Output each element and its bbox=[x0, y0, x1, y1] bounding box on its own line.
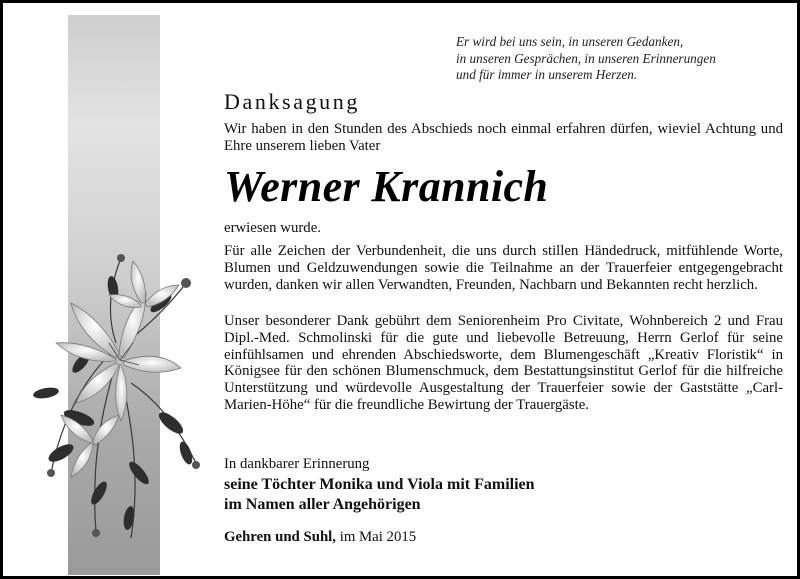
place-location: Gehren und Suhl, bbox=[224, 529, 336, 545]
quote-line: in unseren Gesprächen, in unseren Erinnerungen bbox=[456, 50, 716, 66]
family-line-1: seine Töchter Monika und Viola mit Familien bbox=[224, 476, 535, 493]
page-title: Danksagung bbox=[224, 89, 360, 114]
family-signature bbox=[224, 475, 535, 515]
place-date: im Mai 2015 bbox=[339, 529, 417, 545]
lily-bouquet-image bbox=[21, 243, 221, 543]
quote-line: Er wird bei uns sein, in unseren Gedanken, bbox=[456, 34, 684, 49]
thanks-paragraph-2: Unser besonderer Dank gebührt dem Seniorenheim Pro Civitate, Wohnbereich 2 und Frau Dipl.-Med. Schmolinski für die gute und liebevolle Betreuung, Herrn Gerlof für seine einfühlsamen und ehrenden Abschiedsworte, dem Blumengeschäft „Kreativ Floristik“ in Königsee für den schönen Blumenschmuck, dem Bestattungsinstitut Gerlof für die hilfreiche Unterstützung und würdevolle Ausgestaltung der Trauerfeier sowie der Gaststätte „Carl-Marien-Höhe“ für die freundliche Bewirtung der Trauergäste. bbox=[224, 313, 783, 413]
thanks-paragraph-1: Für alle Zeichen der Verbundenheit, die uns durch stillen Händedruck, mitfühlende Worte, Blumen und Geldzuwendungen sowie die Teilnahme an der Trauerfeier entgegengebracht wurden, danken wir allen Verwandten, Freunden, Nachbarn und Bekannten recht herzlich. bbox=[224, 243, 783, 293]
family-line-2: im Namen aller Angehörigen bbox=[224, 496, 421, 513]
after-name-text: erwiesen wurde. bbox=[224, 220, 321, 236]
memorial-quote bbox=[456, 34, 786, 84]
quote-line: und für immer in unserem Herzen. bbox=[456, 67, 638, 83]
deceased-name: Werner Krannich bbox=[224, 162, 549, 211]
place-and-date bbox=[224, 529, 416, 546]
intro-paragraph: Wir haben in den Stunden des Abschieds noch einmal erfahren dürfen, wieviel Achtung und Ehre unserem lieben Vater bbox=[224, 121, 783, 154]
closing-line: In dankbarer Erinnerung bbox=[224, 456, 370, 472]
